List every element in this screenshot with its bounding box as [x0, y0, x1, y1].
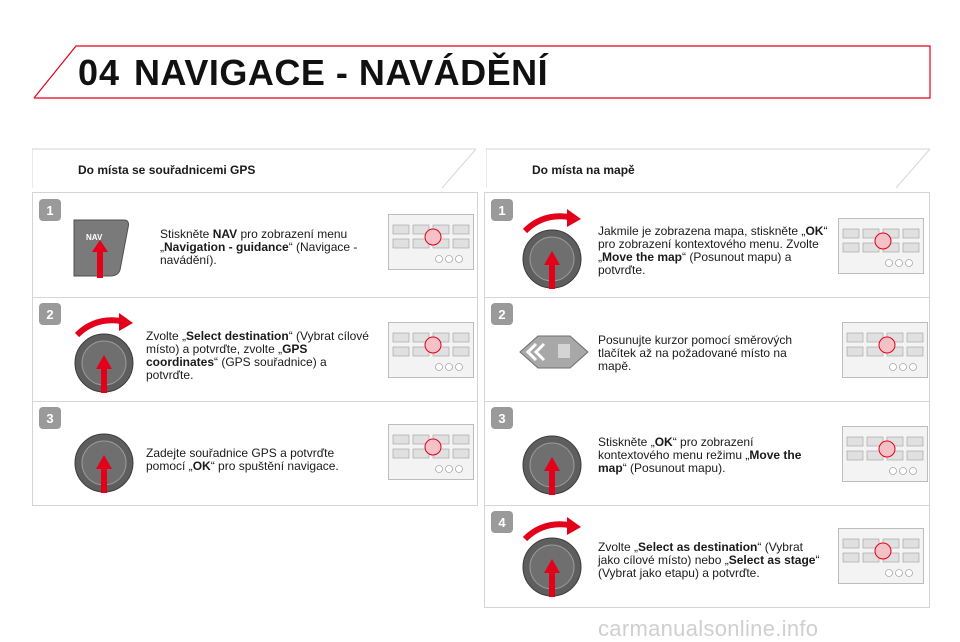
direction-pad-icon: [516, 332, 592, 372]
watermark: carmanualsonline.info: [598, 616, 819, 641]
rotary-knob-turn-icon: [507, 207, 597, 297]
svg-text:1: 1: [46, 203, 54, 218]
step-text: Stiskněte „OK“ pro zobrazení kontextového menu režimu „Move the map“ (Posunout mapu).: [598, 435, 802, 475]
step-text: Jakmile je zobrazena mapa, stiskněte „OK“ pro zobrazení kontextového menu. Zvolte „Move the map“ (Posunout mapu) a potvrďte.: [598, 224, 828, 277]
step-text: Zadejte souřadnice GPS a potvrďte pomocí „OK“ pro spuštění navigace.: [146, 446, 339, 473]
radio-panel-drawing: [839, 219, 923, 273]
step-text: Zvolte „Select destination“ (Vybrat cílové místo) a potvrďte, zvolte „GPS coordinates“ (GPS souřadnice) a potvrďte.: [146, 329, 369, 382]
svg-text:NAV: NAV: [86, 233, 103, 242]
svg-text:4: 4: [498, 515, 506, 530]
right-section-header: [486, 148, 930, 188]
radio-panel-thumbnail: [388, 424, 474, 480]
radio-panel-thumbnail: [842, 322, 928, 378]
right-section-heading: Do místa na mapě: [532, 163, 635, 177]
rotary-knob-press-icon: [507, 413, 597, 503]
left-section-header: [32, 148, 476, 188]
radio-panel-drawing: [389, 215, 473, 269]
rotary-knob-press-icon: [59, 411, 149, 501]
radio-panel-drawing: [843, 323, 927, 377]
radio-panel-drawing: [843, 427, 927, 481]
svg-text:2: 2: [498, 307, 506, 322]
step-text: Posunujte kurzor pomocí směrových tlačítek až na požadované místo na mapě.: [598, 333, 793, 373]
radio-panel-thumbnail: [838, 528, 924, 584]
step-number-badge: [490, 302, 514, 326]
svg-text:3: 3: [498, 411, 506, 426]
radio-panel-thumbnail: [388, 214, 474, 270]
nav-button-icon: [70, 218, 134, 280]
radio-panel-drawing: [839, 529, 923, 583]
svg-text:1: 1: [498, 203, 506, 218]
svg-text:2: 2: [46, 307, 54, 322]
rotary-knob-turn-icon: [59, 311, 149, 401]
step-number-badge: [38, 198, 62, 222]
chapter-number: 04: [78, 52, 121, 93]
svg-text:3: 3: [46, 411, 54, 426]
page-title: NAVIGACE - NAVÁDĚNÍ: [134, 52, 549, 93]
rotary-knob-turn-icon: [507, 515, 597, 605]
radio-panel-drawing: [389, 425, 473, 479]
radio-panel-thumbnail: [388, 322, 474, 378]
left-section-heading: Do místa se souřadnicemi GPS: [78, 163, 256, 177]
radio-panel-thumbnail: [838, 218, 924, 274]
radio-panel-drawing: [389, 323, 473, 377]
radio-panel-thumbnail: [842, 426, 928, 482]
step-text: Zvolte „Select as destination“ (Vybrat jako cílové místo) nebo „Select as stage“ (Vybrat jako etapu) a potvrďte.: [598, 540, 820, 580]
step-text: Stiskněte NAV pro zobrazení menu „Navigation - guidance“ (Navigace - navádění).: [160, 227, 358, 267]
